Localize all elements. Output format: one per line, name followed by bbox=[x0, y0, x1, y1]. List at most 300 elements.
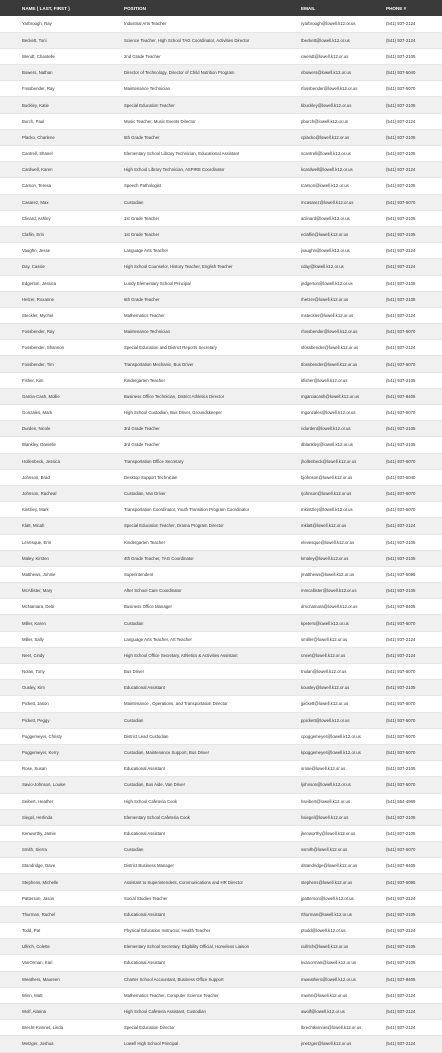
table-row bbox=[0, 356, 442, 372]
cell-name: Fossbender, Shannon bbox=[0, 340, 124, 356]
cell-phone: (541) 937-2124 bbox=[386, 259, 442, 275]
cell-email[interactable]: dmcnamara@lowell.k12.or.us bbox=[301, 599, 386, 615]
cell-position: Language Arts Teacher, Art Teacher bbox=[124, 631, 301, 647]
cell-position: Educational Assistant bbox=[124, 761, 301, 777]
cell-position: Educational Assistant bbox=[124, 906, 301, 922]
table-row bbox=[0, 485, 442, 501]
cell-email[interactable]: kousley@lowell.k12.or.us bbox=[301, 680, 386, 696]
cell-name: Savio-Johnson, Louise bbox=[0, 777, 124, 793]
table-row bbox=[0, 324, 442, 340]
cell-phone: (541) 937-2124 bbox=[386, 243, 442, 259]
cell-email[interactable]: awolf@lowell.k12.or.us bbox=[301, 1003, 386, 1019]
cell-email[interactable]: kmaley@lowell.k12.or.us bbox=[301, 550, 386, 566]
cell-name: Poggemeyer, Christy bbox=[0, 728, 124, 744]
cell-position: Custodian bbox=[124, 194, 301, 210]
cell-email[interactable]: mgarciacash@lowell.k12.or.us bbox=[301, 388, 386, 404]
cell-phone: (541) 937-5070 bbox=[386, 324, 442, 340]
cell-name: Fossbender, Ray bbox=[0, 81, 124, 97]
cell-phone: (541) 937-2105 bbox=[386, 809, 442, 825]
cell-position: Kindergarten Teacher bbox=[124, 534, 301, 550]
cell-phone: (541) 937-5095 bbox=[386, 566, 442, 582]
cell-name: Steckler, Mychel bbox=[0, 307, 124, 323]
cell-email[interactable]: cwendt@lowell.k12.or.us bbox=[301, 48, 386, 64]
cell-position: Industrial Arts Teacher bbox=[124, 16, 301, 32]
cell-name: Seibert, Heather bbox=[0, 793, 124, 809]
cell-position: Special Education Director bbox=[124, 1020, 301, 1036]
cell-email[interactable]: kfisher@lowell.k12.or.us bbox=[301, 372, 386, 388]
cell-position: 3rd Grade Teacher bbox=[124, 421, 301, 437]
cell-email[interactable]: hsiegel@lowell.k12.or.us bbox=[301, 809, 386, 825]
cell-name: Gonzales, Mark bbox=[0, 405, 124, 421]
table-row bbox=[0, 178, 442, 194]
table-row bbox=[0, 243, 442, 259]
cell-position: Custodian, Bus Aide, Van Driver bbox=[124, 777, 301, 793]
cell-position: Lowell High School Principal bbox=[124, 1036, 301, 1052]
cell-position: High School Library Technician, ASPIRE Coordinator bbox=[124, 162, 301, 178]
cell-name: Todd, Pat bbox=[0, 923, 124, 939]
cell-position: Mathematics Teacher bbox=[124, 307, 301, 323]
cell-name: Weathers, Maureen bbox=[0, 971, 124, 987]
cell-name: Klatt, Micah bbox=[0, 518, 124, 534]
cell-email[interactable]: rjohnson@lowell.k12.or.us bbox=[301, 485, 386, 501]
cell-phone: (541) 554-4969 bbox=[386, 793, 442, 809]
cell-name: Brecht-Kvinnet, Linda bbox=[0, 1020, 124, 1036]
table-row bbox=[0, 162, 442, 178]
cell-name: VanOrman, Kari bbox=[0, 955, 124, 971]
cell-email[interactable]: mklatt@lowell.k12.or.us bbox=[301, 518, 386, 534]
cell-phone: (541) 937-2105 bbox=[386, 437, 442, 453]
cell-email[interactable]: rfossbender@lowell.k12.or.us bbox=[301, 81, 386, 97]
cell-phone: (541) 937-2124 bbox=[386, 923, 442, 939]
cell-email[interactable]: cday@lowell.k12.or.us bbox=[301, 259, 386, 275]
table-row bbox=[0, 32, 442, 48]
cell-phone: (541) 937-2105 bbox=[386, 372, 442, 388]
cell-phone: (541) 937-5070 bbox=[386, 405, 442, 421]
table-row bbox=[0, 550, 442, 566]
cell-name: Kintzley, Mark bbox=[0, 502, 124, 518]
cell-position: High School Custodian, Bus Driver, Groundskeeper bbox=[124, 405, 301, 421]
cell-name: Thurman, Rachel bbox=[0, 906, 124, 922]
table-row bbox=[0, 307, 442, 323]
table-row bbox=[0, 809, 442, 825]
cell-email[interactable]: ryarbrough@lowell.k12.or.us bbox=[301, 16, 386, 32]
cell-position: High School Cafeteria Assistant, Custodian bbox=[124, 1003, 301, 1019]
table-row bbox=[0, 259, 442, 275]
cell-phone: (541) 937-5070 bbox=[386, 664, 442, 680]
cell-name: Miller, Karen bbox=[0, 615, 124, 631]
cell-position: 4th Grade Teacher, TAG Coordinator bbox=[124, 550, 301, 566]
cell-email[interactable]: ppickett@lowell.k12.or.us bbox=[301, 712, 386, 728]
cell-position: Superintendent bbox=[124, 566, 301, 582]
cell-position: Elementary School Secretary, Eligibility Official, Homeless Liaison bbox=[124, 939, 301, 955]
cell-phone: (541) 937-2124 bbox=[386, 647, 442, 663]
cell-name: Durden, Nicole bbox=[0, 421, 124, 437]
table-row bbox=[0, 97, 442, 113]
cell-name: Fossbender, Ray bbox=[0, 324, 124, 340]
table-row bbox=[0, 647, 442, 663]
table-row bbox=[0, 388, 442, 404]
table-row bbox=[0, 226, 442, 242]
cell-name: LeVesque, Erin bbox=[0, 534, 124, 550]
cell-name: Nolan, Tony bbox=[0, 664, 124, 680]
cell-email[interactable]: tcarson@lowell.k12.or.us bbox=[301, 178, 386, 194]
cell-position: Business Office Technician, District Athletics Director bbox=[124, 388, 301, 404]
cell-phone: (541) 937-2124 bbox=[386, 113, 442, 129]
cell-position: Custodian bbox=[124, 712, 301, 728]
table-row bbox=[0, 1020, 442, 1036]
cell-name: Maley, Kirsten bbox=[0, 550, 124, 566]
cell-phone: (541) 937-5070 bbox=[386, 744, 442, 760]
cell-email[interactable]: jmetzger@lowell.k12.or.us bbox=[301, 1036, 386, 1052]
cell-email[interactable]: cplacko@lowell.k12.or.us bbox=[301, 129, 386, 145]
cell-position: District Lead Custodian bbox=[124, 728, 301, 744]
cell-position: 3rd Grade Teacher bbox=[124, 437, 301, 453]
cell-position: 6th Grade Teacher bbox=[124, 291, 301, 307]
cell-phone: (541) 937-5070 bbox=[386, 615, 442, 631]
cell-position: Mathematics Teacher, Computer Science Teacher bbox=[124, 987, 301, 1003]
cell-phone: (541) 937-2105 bbox=[386, 275, 442, 291]
cell-phone: (541) 937-5070 bbox=[386, 842, 442, 858]
cell-email[interactable]: hseibert@lowell.k12.or.us bbox=[301, 793, 386, 809]
table-row bbox=[0, 146, 442, 162]
table-row bbox=[0, 194, 442, 210]
cell-position: Transportation Office Secretary bbox=[124, 453, 301, 469]
cell-name: Metzger, Joshua bbox=[0, 1036, 124, 1052]
cell-name: Fisher, Kim bbox=[0, 372, 124, 388]
table-row bbox=[0, 469, 442, 485]
cell-position: 2nd Grade Teacher bbox=[124, 48, 301, 64]
cell-position: Maintenance Technician bbox=[124, 81, 301, 97]
cell-name: Bowers, Nathan bbox=[0, 65, 124, 81]
cell-email[interactable]: cullrich@lowell.k12.or.us bbox=[301, 939, 386, 955]
table-row bbox=[0, 712, 442, 728]
cell-phone: (541) 937-2105 bbox=[386, 421, 442, 437]
table-row bbox=[0, 858, 442, 874]
cell-phone: (541) 937-5040 bbox=[386, 65, 442, 81]
cell-phone: (541) 937-5070 bbox=[386, 194, 442, 210]
table-row bbox=[0, 275, 442, 291]
cell-email[interactable]: bjohnson@lowell.k12.or.us bbox=[301, 469, 386, 485]
cell-phone: (541) 937-2105 bbox=[386, 146, 442, 162]
cell-name: Rose, Susan bbox=[0, 761, 124, 777]
cell-phone: (541) 937-2105 bbox=[386, 583, 442, 599]
cell-email[interactable]: kpeters@lowell.k12.or.us bbox=[301, 615, 386, 631]
cell-email[interactable]: jvaughn@lowell.k12.or.us bbox=[301, 243, 386, 259]
cell-phone: (541) 937-2124 bbox=[386, 1003, 442, 1019]
cell-email[interactable]: jmatthews@lowell.k12.or.us bbox=[301, 566, 386, 582]
table-row bbox=[0, 906, 442, 922]
cell-phone: (541) 937-5070 bbox=[386, 728, 442, 744]
cell-phone: (541) 937-2124 bbox=[386, 518, 442, 534]
cell-email[interactable]: ndurden@lowell.k12.or.us bbox=[301, 421, 386, 437]
cell-position: Speech Pathologist bbox=[124, 178, 301, 194]
table-row bbox=[0, 842, 442, 858]
table-row bbox=[0, 971, 442, 987]
table-row bbox=[0, 793, 442, 809]
cell-email[interactable]: jpatterson@lowell.k12.or.us bbox=[301, 890, 386, 906]
cell-phone: (541) 937-2124 bbox=[386, 307, 442, 323]
cell-phone: (541) 937-8405 bbox=[386, 388, 442, 404]
cell-position: Desktop Support Technician bbox=[124, 469, 301, 485]
table-row bbox=[0, 744, 442, 760]
cell-name: Pickett, Jason bbox=[0, 696, 124, 712]
cell-position: Elementary School Cafeteria Cook bbox=[124, 809, 301, 825]
cell-position: Music Teacher, Music Events Director bbox=[124, 113, 301, 129]
cell-name: Pickett, Peggy bbox=[0, 712, 124, 728]
table-row bbox=[0, 728, 442, 744]
cell-email[interactable]: kpoggemeyer@lowell.k12.or.us bbox=[301, 744, 386, 760]
table-row bbox=[0, 16, 442, 32]
cell-name: Patterson, Jason bbox=[0, 890, 124, 906]
table-row bbox=[0, 65, 442, 81]
table-row bbox=[0, 1036, 442, 1052]
cell-position: Director of Technology, Director of Child Nutrition Program bbox=[124, 65, 301, 81]
cell-phone: (541) 937-2105 bbox=[386, 129, 442, 145]
cell-phone: (541) 937-2124 bbox=[386, 32, 442, 48]
cell-phone: (541) 937-2105 bbox=[386, 761, 442, 777]
table-row bbox=[0, 923, 442, 939]
cell-email[interactable]: kvanorman@lowell.k12.or.us bbox=[301, 955, 386, 971]
cell-phone: (541) 937-2105 bbox=[386, 48, 442, 64]
table-row bbox=[0, 566, 442, 582]
cell-phone: (541) 937-2105 bbox=[386, 955, 442, 971]
cell-email[interactable]: ptodd@lowell.k12.or.us bbox=[301, 923, 386, 939]
cell-position: Custodian bbox=[124, 615, 301, 631]
cell-phone: (541) 937-2124 bbox=[386, 1036, 442, 1052]
cell-name: Day, Cassie bbox=[0, 259, 124, 275]
table-row bbox=[0, 502, 442, 518]
cell-position: 5th Grade Teacher bbox=[124, 129, 301, 145]
cell-email[interactable]: scantrell@lowell.k12.or.us bbox=[301, 146, 386, 162]
cell-email[interactable]: mweathers@lowell.k12.or.us bbox=[301, 971, 386, 987]
cell-email[interactable]: smiller@lowell.k12.or.us bbox=[301, 631, 386, 647]
cell-position: Kindergarten Teacher bbox=[124, 372, 301, 388]
table-row bbox=[0, 405, 442, 421]
table-row bbox=[0, 664, 442, 680]
cell-email[interactable]: stephens@lowell.k12.or.us bbox=[301, 874, 386, 890]
table-row bbox=[0, 777, 442, 793]
cell-email[interactable]: tfossbender@lowell.k12.or.us bbox=[301, 356, 386, 372]
cell-email[interactable]: tbeckett@lowell.k12.or.us bbox=[301, 32, 386, 48]
cell-phone: (541) 937-5070 bbox=[386, 777, 442, 793]
cell-name: Cantrell, Shanel bbox=[0, 146, 124, 162]
cell-position: After School Care Coordinator bbox=[124, 583, 301, 599]
cell-name: McNamara, Debi bbox=[0, 599, 124, 615]
table-row bbox=[0, 761, 442, 777]
cell-email[interactable]: eclaflin@lowell.k12.or.us bbox=[301, 226, 386, 242]
cell-email[interactable]: pburch@lowell.k12.or.us bbox=[301, 113, 386, 129]
cell-name: Beckett, Toni bbox=[0, 32, 124, 48]
cell-phone: (541) 937-2124 bbox=[386, 631, 442, 647]
cell-email[interactable]: mgonzales@lowell.k12.or.us bbox=[301, 405, 386, 421]
cell-position: Transportation Mechanic, Bus Driver bbox=[124, 356, 301, 372]
cell-phone: (541) 937-2105 bbox=[386, 825, 442, 841]
cell-phone: (541) 937-2124 bbox=[386, 987, 442, 1003]
cell-phone: (541) 937-2105 bbox=[386, 291, 442, 307]
cell-email[interactable]: rthurman@lowell.k12.or.us bbox=[301, 906, 386, 922]
cell-email[interactable]: jedgerton@lowell.k12.or.us bbox=[301, 275, 386, 291]
cell-name: Buckley, Katie bbox=[0, 97, 124, 113]
cell-position: Special Education Teacher bbox=[124, 97, 301, 113]
cell-position: 1st Grade Teacher bbox=[124, 226, 301, 242]
cell-position: High School Office Secretary, Athletics & Activities Assistant bbox=[124, 647, 301, 663]
cell-phone: (541) 937-2105 bbox=[386, 178, 442, 194]
cell-name: Siegel, Herlinda bbox=[0, 809, 124, 825]
cell-name: Neet, Cindy bbox=[0, 647, 124, 663]
cell-name: Clinard, Ashley bbox=[0, 210, 124, 226]
cell-phone: (541) 937-2124 bbox=[386, 1020, 442, 1036]
table-row bbox=[0, 518, 442, 534]
table-row bbox=[0, 340, 442, 356]
cell-name: Cardwell, Karen bbox=[0, 162, 124, 178]
cell-phone: (541) 937-8405 bbox=[386, 599, 442, 615]
cell-name: Matthews, Johnie bbox=[0, 566, 124, 582]
cell-email[interactable]: mwinn@lowell.k12.or.us bbox=[301, 987, 386, 1003]
cell-position: High School Cafeteria Cook bbox=[124, 793, 301, 809]
cell-email[interactable]: srose@lowell.k12.or.us bbox=[301, 761, 386, 777]
table-row bbox=[0, 81, 442, 97]
cell-name: Poggemeyer, Kerry bbox=[0, 744, 124, 760]
cell-name: Winn, Matt bbox=[0, 987, 124, 1003]
cell-phone: (541) 937-2124 bbox=[386, 16, 442, 32]
table-row bbox=[0, 291, 442, 307]
table-row bbox=[0, 825, 442, 841]
cell-email[interactable]: cneet@lowell.k12.or.us bbox=[301, 647, 386, 663]
cell-phone: (541) 937-2105 bbox=[386, 210, 442, 226]
cell-position: Language Arts Teacher bbox=[124, 243, 301, 259]
table-row bbox=[0, 1003, 442, 1019]
cell-name: Hollenbeck, Jessica bbox=[0, 453, 124, 469]
cell-position: Custodian, Van Driver bbox=[124, 485, 301, 501]
cell-position: Custodian bbox=[124, 842, 301, 858]
cell-email[interactable]: tnolan@lowell.k12.or.us bbox=[301, 664, 386, 680]
cell-phone: (541) 937-8405 bbox=[386, 971, 442, 987]
table-row bbox=[0, 874, 442, 890]
cell-email[interactable]: mmcallister@lowell.k12.or.us bbox=[301, 583, 386, 599]
cell-name: Casarez, Max bbox=[0, 194, 124, 210]
cell-name: Carson, Teresa bbox=[0, 178, 124, 194]
cell-phone: (541) 937-5070 bbox=[386, 356, 442, 372]
cell-name: Hetzer, Roxanne bbox=[0, 291, 124, 307]
cell-position: High School Counselor, History Teacher, English Teacher bbox=[124, 259, 301, 275]
cell-position: Special Education Teacher, Drama Program Director bbox=[124, 518, 301, 534]
cell-email[interactable]: kbuckley@lowell.k12.or.us bbox=[301, 97, 386, 113]
cell-name: Burch, Paul bbox=[0, 113, 124, 129]
cell-email[interactable]: lbrechtkvinnet@lowell.k12.or.us bbox=[301, 1020, 386, 1036]
cell-name: Standridge, Dave bbox=[0, 858, 124, 874]
cell-name: Fossbender, Tim bbox=[0, 356, 124, 372]
cell-phone: (541) 937-5070 bbox=[386, 712, 442, 728]
table-row bbox=[0, 129, 442, 145]
cell-email[interactable]: rhetzer@lowell.k12.or.us bbox=[301, 291, 386, 307]
table-row bbox=[0, 583, 442, 599]
cell-name: Garcia-Cash, Mollie bbox=[0, 388, 124, 404]
cell-email[interactable]: jkenworthy@lowell.k12.or.us bbox=[301, 825, 386, 841]
cell-email[interactable]: ssmith@lowell.k12.or.us bbox=[301, 842, 386, 858]
cell-phone: (541) 937-5095 bbox=[386, 874, 442, 890]
cell-phone: (541) 937-2105 bbox=[386, 939, 442, 955]
cell-email[interactable]: kcardwell@lowell.k12.or.us bbox=[301, 162, 386, 178]
cell-email[interactable]: aclinard@lowell.k12.or.us bbox=[301, 210, 386, 226]
cell-name: Yarbrough, Ray bbox=[0, 16, 124, 32]
cell-email[interactable]: sfossbender@lowell.k12.or.us bbox=[301, 340, 386, 356]
cell-email[interactable]: dblankley@lowell.k12.or.us bbox=[301, 437, 386, 453]
cell-position: District Business Manager bbox=[124, 858, 301, 874]
cell-name: Claflin, Erin bbox=[0, 226, 124, 242]
column-header-name[interactable]: NAME ( LAST, FIRST ) bbox=[22, 5, 70, 11]
table-row bbox=[0, 696, 442, 712]
cell-position: Educational Assistant bbox=[124, 955, 301, 971]
cell-name: Edgerton, Jessica bbox=[0, 275, 124, 291]
table-row bbox=[0, 615, 442, 631]
cell-phone: (541) 937-2124 bbox=[386, 162, 442, 178]
cell-position: Science Teacher, High School TAG Coordinator, Activities Director bbox=[124, 32, 301, 48]
cell-name: Blankley, Danielle bbox=[0, 437, 124, 453]
cell-email[interactable]: ljohnson@lowell.k12.or.us bbox=[301, 777, 386, 793]
table-row bbox=[0, 437, 442, 453]
cell-name: Miller, Sally bbox=[0, 631, 124, 647]
cell-position: Elementary School Library Technician, Educational Assistant bbox=[124, 146, 301, 162]
cell-phone: (541) 937-8405 bbox=[386, 858, 442, 874]
cell-email[interactable]: cpoggemeyer@lowell.k12.or.us bbox=[301, 728, 386, 744]
cell-phone: (541) 937-2105 bbox=[386, 97, 442, 113]
table-row bbox=[0, 372, 442, 388]
cell-position: Educational Assistant bbox=[124, 825, 301, 841]
cell-name: Johnson, Racheal bbox=[0, 485, 124, 501]
table-row bbox=[0, 631, 442, 647]
cell-position: Social Studies Teacher bbox=[124, 890, 301, 906]
cell-email[interactable]: rfossbender@lowell.k12.or.us bbox=[301, 324, 386, 340]
cell-email[interactable]: jpickett@lowell.k12.or.us bbox=[301, 696, 386, 712]
cell-email[interactable]: mcasarez@lowell.k12.or.us bbox=[301, 194, 386, 210]
cell-position: Custodian, Maintenance Support, Bus Driver bbox=[124, 744, 301, 760]
cell-position: Maintenance Technician bbox=[124, 324, 301, 340]
column-header-phone[interactable]: PHONE # bbox=[386, 5, 407, 11]
table-row bbox=[0, 955, 442, 971]
table-row bbox=[0, 534, 442, 550]
cell-phone: (541) 937-5070 bbox=[386, 453, 442, 469]
cell-phone: (541) 937-2124 bbox=[386, 340, 442, 356]
cell-phone: (541) 937-2105 bbox=[386, 534, 442, 550]
cell-phone: (541) 937-2105 bbox=[386, 906, 442, 922]
cell-email[interactable]: elevesque@lowell.k12.or.us bbox=[301, 534, 386, 550]
cell-name: Johnson, Brad bbox=[0, 469, 124, 485]
table-row bbox=[0, 680, 442, 696]
cell-email[interactable]: msteckler@lowell.k12.or.us bbox=[301, 307, 386, 323]
table-row bbox=[0, 421, 442, 437]
cell-phone: (541) 937-2105 bbox=[386, 226, 442, 242]
column-header-email[interactable]: EMAIL bbox=[301, 5, 316, 11]
cell-email[interactable]: nbowers@lowell.k12.or.us bbox=[301, 65, 386, 81]
cell-position: Business Office Manager bbox=[124, 599, 301, 615]
cell-email[interactable]: dstandridge@lowell.k12.or.us bbox=[301, 858, 386, 874]
table-row bbox=[0, 210, 442, 226]
table-row bbox=[0, 48, 442, 64]
cell-position: Charter School Accountant, Business Office Support bbox=[124, 971, 301, 987]
column-header-position[interactable]: POSITION bbox=[124, 5, 146, 11]
cell-email[interactable]: mkintzley@lowell.k12.or.us bbox=[301, 502, 386, 518]
cell-name: Wendt, Chantelle bbox=[0, 48, 124, 64]
cell-phone: (541) 937-2124 bbox=[386, 890, 442, 906]
cell-name: Stephens, Michelle bbox=[0, 874, 124, 890]
table-row bbox=[0, 599, 442, 615]
cell-email[interactable]: jhollenbeck@lowell.k12.or.us bbox=[301, 453, 386, 469]
header-row bbox=[0, 0, 442, 16]
cell-phone: (541) 937-2105 bbox=[386, 680, 442, 696]
cell-name: McAllister, Mary bbox=[0, 583, 124, 599]
cell-position: Assistant to Superintendent, Communications and HR Director bbox=[124, 874, 301, 890]
cell-position: Educational Assistant bbox=[124, 680, 301, 696]
